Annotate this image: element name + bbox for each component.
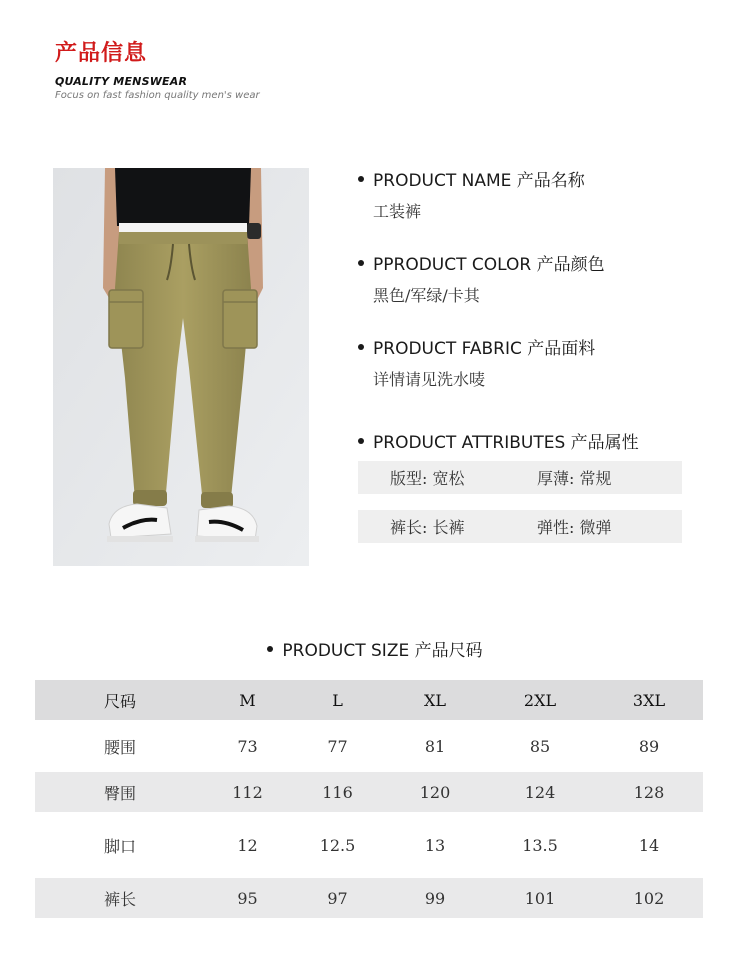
table-cell: 12	[237, 835, 258, 855]
table-cell: 128	[633, 782, 665, 802]
bullet-icon	[358, 176, 364, 182]
column-header: 2XL	[523, 690, 557, 710]
product-photo	[53, 168, 309, 566]
table-cell: 裤长	[103, 889, 136, 909]
product-name-label: PRODUCT NAME 产品名称	[373, 171, 585, 191]
table-cell: 112	[232, 782, 263, 802]
table-header-row	[35, 680, 703, 720]
bullet-icon	[358, 344, 364, 350]
table-cell: 腰围	[103, 737, 136, 757]
table-cell: 102	[633, 888, 665, 908]
brand-label: QUALITY MENSWEAR	[55, 75, 188, 88]
bullet-icon	[267, 646, 273, 652]
product-fabric-label: PRODUCT FABRIC 产品面料	[373, 339, 596, 359]
product-color-label: PPRODUCT COLOR 产品颜色	[373, 255, 605, 275]
attribute-fit: 版型: 宽松	[390, 469, 465, 488]
attribute-row	[358, 461, 682, 494]
table-cell: 101	[524, 888, 556, 908]
table-cell: 97	[327, 888, 348, 908]
table-cell: 120	[419, 782, 451, 802]
table-cell: 13	[424, 835, 446, 855]
table-cell: 85	[529, 736, 551, 756]
table-cell: 124	[524, 782, 556, 802]
product-attributes-label: PRODUCT ATTRIBUTES 产品属性	[373, 433, 639, 453]
product-color-value: 黑色/军绿/卡其	[373, 286, 480, 305]
table-cell: 73	[237, 736, 258, 756]
size-table	[35, 680, 703, 918]
table-cell: 77	[327, 736, 348, 756]
size-label: PRODUCT SIZE 产品尺码	[282, 641, 483, 661]
attribute-row	[358, 510, 682, 543]
product-fabric-block	[358, 334, 688, 390]
table-row	[35, 878, 703, 918]
section-title: 产品信息	[55, 41, 148, 66]
attribute-thickness: 厚薄: 常规	[537, 469, 612, 488]
table-cell: 81	[424, 736, 446, 756]
attribute-length: 裤长: 长裤	[390, 518, 465, 537]
column-header: 3XL	[632, 690, 666, 710]
bullet-icon	[358, 438, 364, 444]
table-row	[35, 720, 703, 772]
table-cell: 13.5	[522, 835, 558, 855]
table-cell: 89	[638, 736, 660, 756]
table-row	[35, 772, 703, 812]
size-heading	[0, 636, 750, 661]
table-cell: 95	[237, 888, 258, 908]
product-attributes-block	[358, 428, 688, 453]
product-color-block	[358, 250, 688, 306]
table-cell: 臀围	[103, 783, 136, 803]
table-cell: 14	[638, 835, 660, 855]
product-name-block	[358, 166, 688, 222]
tagline: Focus on fast fashion quality men's wear	[55, 90, 260, 101]
product-name-value: 工装裤	[373, 202, 422, 221]
attribute-elasticity: 弹性: 微弹	[537, 518, 612, 537]
column-header: 尺码	[103, 691, 136, 711]
table-cell: 12.5	[319, 835, 356, 855]
column-header: M	[239, 690, 256, 710]
table-cell: 99	[424, 888, 446, 908]
bullet-icon	[358, 260, 364, 266]
column-header: XL	[423, 690, 446, 710]
column-header: L	[332, 690, 343, 710]
table-row	[35, 812, 703, 878]
table-cell: 脚口	[103, 836, 136, 856]
table-cell: 116	[322, 782, 353, 802]
product-fabric-value: 详情请见洗水唛	[373, 370, 486, 389]
